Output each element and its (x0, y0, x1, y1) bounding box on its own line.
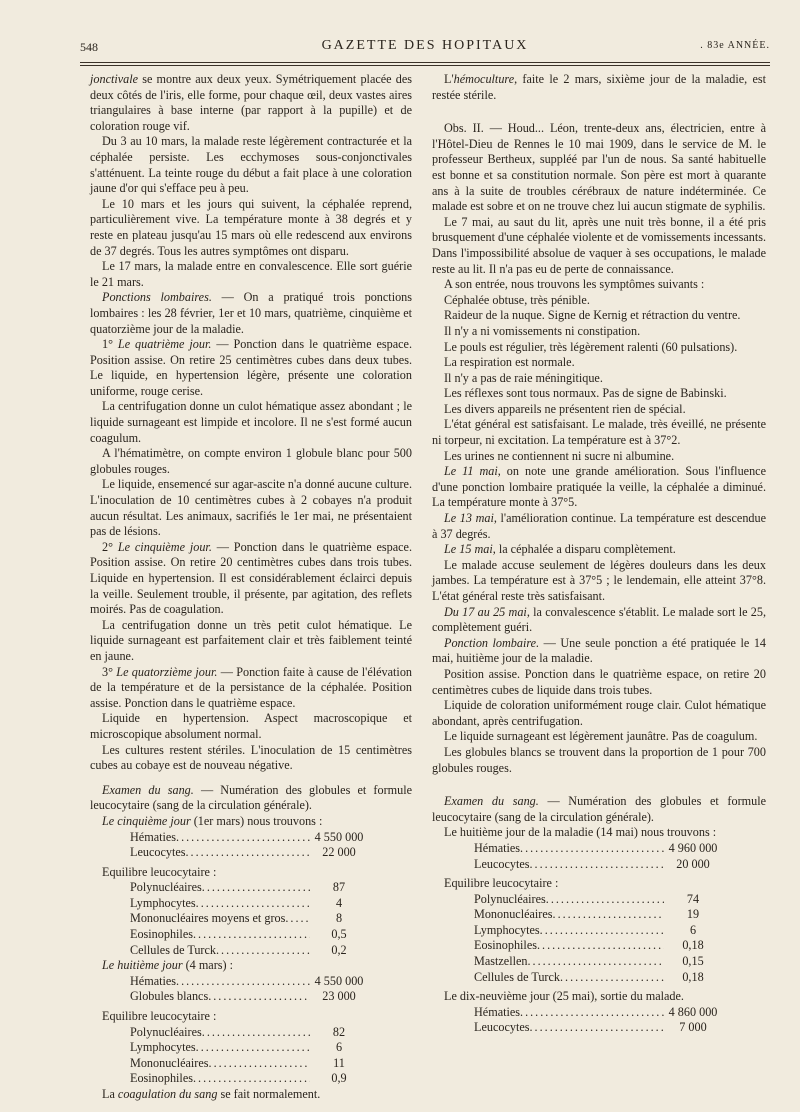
paragraph: Il n'y a ni vomissements ni constipation. (444, 323, 641, 338)
paragraph: Le liquide surnageant est légèrement jaunâtre. Pas de coagulum. (444, 729, 758, 744)
table-row: Eosinophiles ..... 0,9 (130, 1071, 368, 1087)
table-row: Eosinophiles ..... 0,18 (474, 938, 722, 954)
paragraph: 3° Le quatorzième jour. — Ponction faite à cause de l'élévation de la température et de la persistance de la céphalée. Position assise. Ponction dans le quatrième espace. (90, 664, 413, 710)
paragraph: Il n'y a pas de raie méningitique. (444, 370, 603, 385)
leucocyte-table (90, 1025, 368, 1087)
paragraph: Le malade accuse seulement de légères douleurs dans les deux jambes. La température est à 37°5 ; le lendemain, elle atteint 37°8. L'état général reste très satisfaisant. (432, 557, 766, 603)
journal-title: GAZETTE DES HOPITAUX (321, 38, 529, 53)
paragraph: 2° Le cinquième jour. — Ponction dans le quatrième espace. Position assise. On retire 20 centimètres cubes dans trois tubes. Liquide en hypertension. Il est considérablement éclairci depuis la veille. Seulement trouble, il présente, par agitation, des reflets moirés. Pas de coagulation. (90, 539, 412, 617)
volume-year: . 83e ANNÉE. (700, 40, 770, 51)
paragraph: Le dix-neuvième jour (25 mai), sortie du malade. (444, 989, 684, 1004)
paragraph: Céphalée obtuse, très pénible. (444, 292, 590, 307)
blood-count-table (90, 830, 368, 861)
table-row: Polynucléaires ..... 87 (130, 880, 368, 896)
paragraph: Examen du sang. — Numération des globules et formule leucocytaire (sang de la circulation générale). (90, 782, 412, 813)
paragraph: Liquide de coloration uniformément rouge clair. Culot hématique abondant, après centrifugation. (432, 698, 766, 728)
paragraph: La centrifugation donne un culot hématique assez abondant ; le liquide surnageant est limpide et incolore. Il ne s'est formé aucun coagulum. (90, 399, 412, 445)
paragraph: Liquide en hypertension. Aspect macroscopique et microscopique absolument normal. (90, 711, 412, 741)
table-row: Mastzellen ..... 0,15 (474, 954, 722, 970)
paragraph: La coagulation du sang se fait normalement. (102, 1087, 321, 1101)
blood-count-table (90, 974, 368, 1005)
table-row: Polynucléaires ..... 82 (130, 1025, 368, 1041)
table-row: Eosinophiles ..... 0,5 (130, 927, 368, 943)
paragraph: Examen du sang. — Numération des globules et formule leucocytaire (sang de la circulation générale). (432, 794, 766, 824)
paragraph: Le liquide, ensemencé sur agar-ascite n'a donné aucune culture. L'inoculation de 10 centimètres cubes à 2 cobayes n'a produit aucun résultat. Les animaux, sacrifiés le 1er mai, ne présentaient pas de lésions. (90, 477, 412, 539)
table-row: Mononucléaires moyens et gros ..... 8 (130, 911, 368, 927)
paragraph: La respiration est normale. (444, 355, 575, 370)
paragraph: Obs. II. — Houd... Léon, trente-deux ans, électricien, entre à l'Hôtel-Dieu de Rennes le 10 mai 1909, dans le service de M. le professeur Bertheux, suppléé par l'un de nous. Sa santé habituelle est bonne et sa constitution normale. Son père est mort à quarante ans à la suite de troubles cérébraux de nature indéterminée. Ce malade est sobre et on ne trouve chez lui aucun stigmate de syphilis. (432, 121, 766, 214)
paragraph: Position assise. Ponction dans le quatrième espace, on retire 20 centimètres cubes de liquide dans trois tubes. (432, 666, 766, 697)
table-row: Mononucléaires ..... 19 (474, 907, 722, 923)
paragraph: A l'hématimètre, on compte environ 1 globule blanc pour 500 globules rouges. (90, 446, 412, 476)
paragraph: Le huitième jour (4 mars) : (102, 958, 234, 973)
table-row: Cellules de Turck ..... 0,18 (474, 970, 722, 986)
table-row: Lymphocytes ..... 4 (130, 896, 368, 912)
table-row: Leucocytes ..... 22 000 (130, 845, 368, 861)
table-row: Leucocytes ..... 7 000 (474, 1020, 722, 1036)
paragraph: A son entrée, nous trouvons les symptômes suivants : (444, 277, 705, 292)
page-number: 548 (80, 40, 98, 54)
paragraph: Du 3 au 10 mars, la malade reste légèrement contracturée et la céphalée persiste. Les ecchymoses sous-conjonctivales s'atténuent. La teinte rouge du début a fait place à une coloration jaune d'or qui s'efface peu à peu. (90, 134, 412, 196)
subheading: Equilibre leucocytaire : (102, 864, 217, 879)
table-row: Lymphocytes ..... 6 (474, 923, 722, 939)
paragraph: jonctivale se montre aux deux yeux. Symétriquement placée des deux côtés de l'iris, elle forme, pour chaque œil, deux vastes aires triangulaires à base interne (par rapport à la pupille) et de coloration rouge vif. (90, 72, 412, 133)
leucocyte-table (432, 892, 722, 986)
blood-count-table (432, 841, 722, 872)
table-row: Globules blancs ..... 23 000 (130, 989, 368, 1005)
paragraph: Le pouls est régulier, très légèrement ralenti (60 pulsations). (444, 339, 738, 354)
left-column (90, 72, 412, 1103)
table-row: Leucocytes ..... 20 000 (474, 857, 722, 873)
table-row: Hématies ..... 4 550 000 (130, 830, 368, 846)
header-rule-double (80, 65, 770, 66)
subheading: Equilibre leucocytaire : (102, 1009, 217, 1024)
paragraph: Raideur de la nuque. Signe de Kernig et rétraction du ventre. (444, 308, 741, 323)
page-header (80, 36, 770, 58)
paragraph: Ponction lombaire. — Une seule ponction a été pratiquée le 14 mai, huitième jour de la maladie. (432, 635, 767, 666)
paragraph: Le 11 mai, on note une grande amélioration. Sous l'influence d'une ponction lombaire pratiquée la veille, la céphalée a diminué. La température monte à 37°5. (432, 464, 766, 510)
blood-count-table (432, 1005, 722, 1036)
paragraph: Le cinquième jour (1er mars) nous trouvons : (102, 813, 323, 828)
right-column (432, 72, 766, 1036)
paragraph: Le 7 mai, au saut du lit, après une nuit très bonne, il a été pris brusquement d'une céphalée violente et de vomissements incessants. Dans l'impossibilité absolue de vaquer à ses occupations, le malade reste au lit. Il n'a pas eu de perte de connaissance. (432, 214, 766, 276)
paragraph: La centrifugation donne un très petit culot hématique. Le liquide surnageant est parfaitement clair et très faiblement teinté en jaune. (90, 617, 412, 663)
leucocyte-table (90, 880, 368, 958)
table-row: Cellules de Turck ..... 0,2 (130, 943, 368, 959)
table-row: Polynucléaires ..... 74 (474, 892, 722, 908)
paragraph: Du 17 au 25 mai, la convalescence s'établit. Le malade sort le 25, complètement guéri. (432, 604, 766, 635)
subheading: Equilibre leucocytaire : (444, 876, 559, 891)
paragraph: 1° Le quatrième jour. — Ponction dans le quatrième espace. Position assise. On retire 25 centimètres cubes dans deux tubes. Le liquide, en hypertension légère, présente une coloration uniforme, rouge cerise. (90, 337, 413, 398)
paragraph: Les urines ne contiennent ni sucre ni albumine. (444, 448, 675, 463)
table-row: Lymphocytes ..... 6 (130, 1040, 368, 1056)
paragraph: L'hémoculture, faite le 2 mars, sixième jour de la maladie, est restée stérile. (432, 72, 766, 102)
table-row: Hématies ..... 4 550 000 (130, 974, 368, 990)
table-row: Hématies ..... 4 960 000 (474, 841, 722, 857)
paragraph: Le 10 mars et les jours qui suivent, la céphalée reprend, particulièrement vive. La température monte à 38 degrés et y reste en plateau jusqu'au 15 mars où elle redescend aux environs de 37 degrés. Tous les autres symptômes ont disparu. (90, 196, 412, 258)
paragraph: Le 15 mai, la céphalée a disparu complètement. (444, 542, 676, 557)
table-row: Mononucléaires ..... 11 (130, 1056, 368, 1072)
paragraph: Les globules blancs se trouvent dans la proportion de 1 pour 700 globules rouges. (432, 744, 766, 775)
table-row: Hématies ..... 4 860 000 (474, 1005, 722, 1021)
paragraph: Ponctions lombaires. — On a pratiqué trois ponctions lombaires : les 28 février, 1er et 10 mars, quatrième, cinquième et quatorzième jour de la maladie. (90, 290, 413, 336)
paragraph: Les divers appareils ne présentent rien de spécial. (444, 401, 686, 416)
paragraph: L'état général est satisfaisant. Le malade, très éveillé, ne présente ni torpeur, ni excitation. La température est à 37°2. (432, 417, 766, 448)
paragraph: Le 13 mai, l'amélioration continue. La température est descendue à 37 degrés. (432, 511, 767, 541)
paragraph: Les cultures restent stériles. L'inoculation de 15 centimètres cubes au cobaye est de nouveau négative. (90, 742, 412, 773)
paragraph: Les réflexes sont tous normaux. Pas de signe de Babinski. (444, 386, 727, 401)
paragraph: Le 17 mars, la malade entre en convalescence. Elle sort guérie le 21 mars. (90, 259, 412, 289)
header-rule (80, 62, 770, 63)
paragraph: Le huitième jour de la maladie (14 mai) nous trouvons : (444, 825, 717, 840)
